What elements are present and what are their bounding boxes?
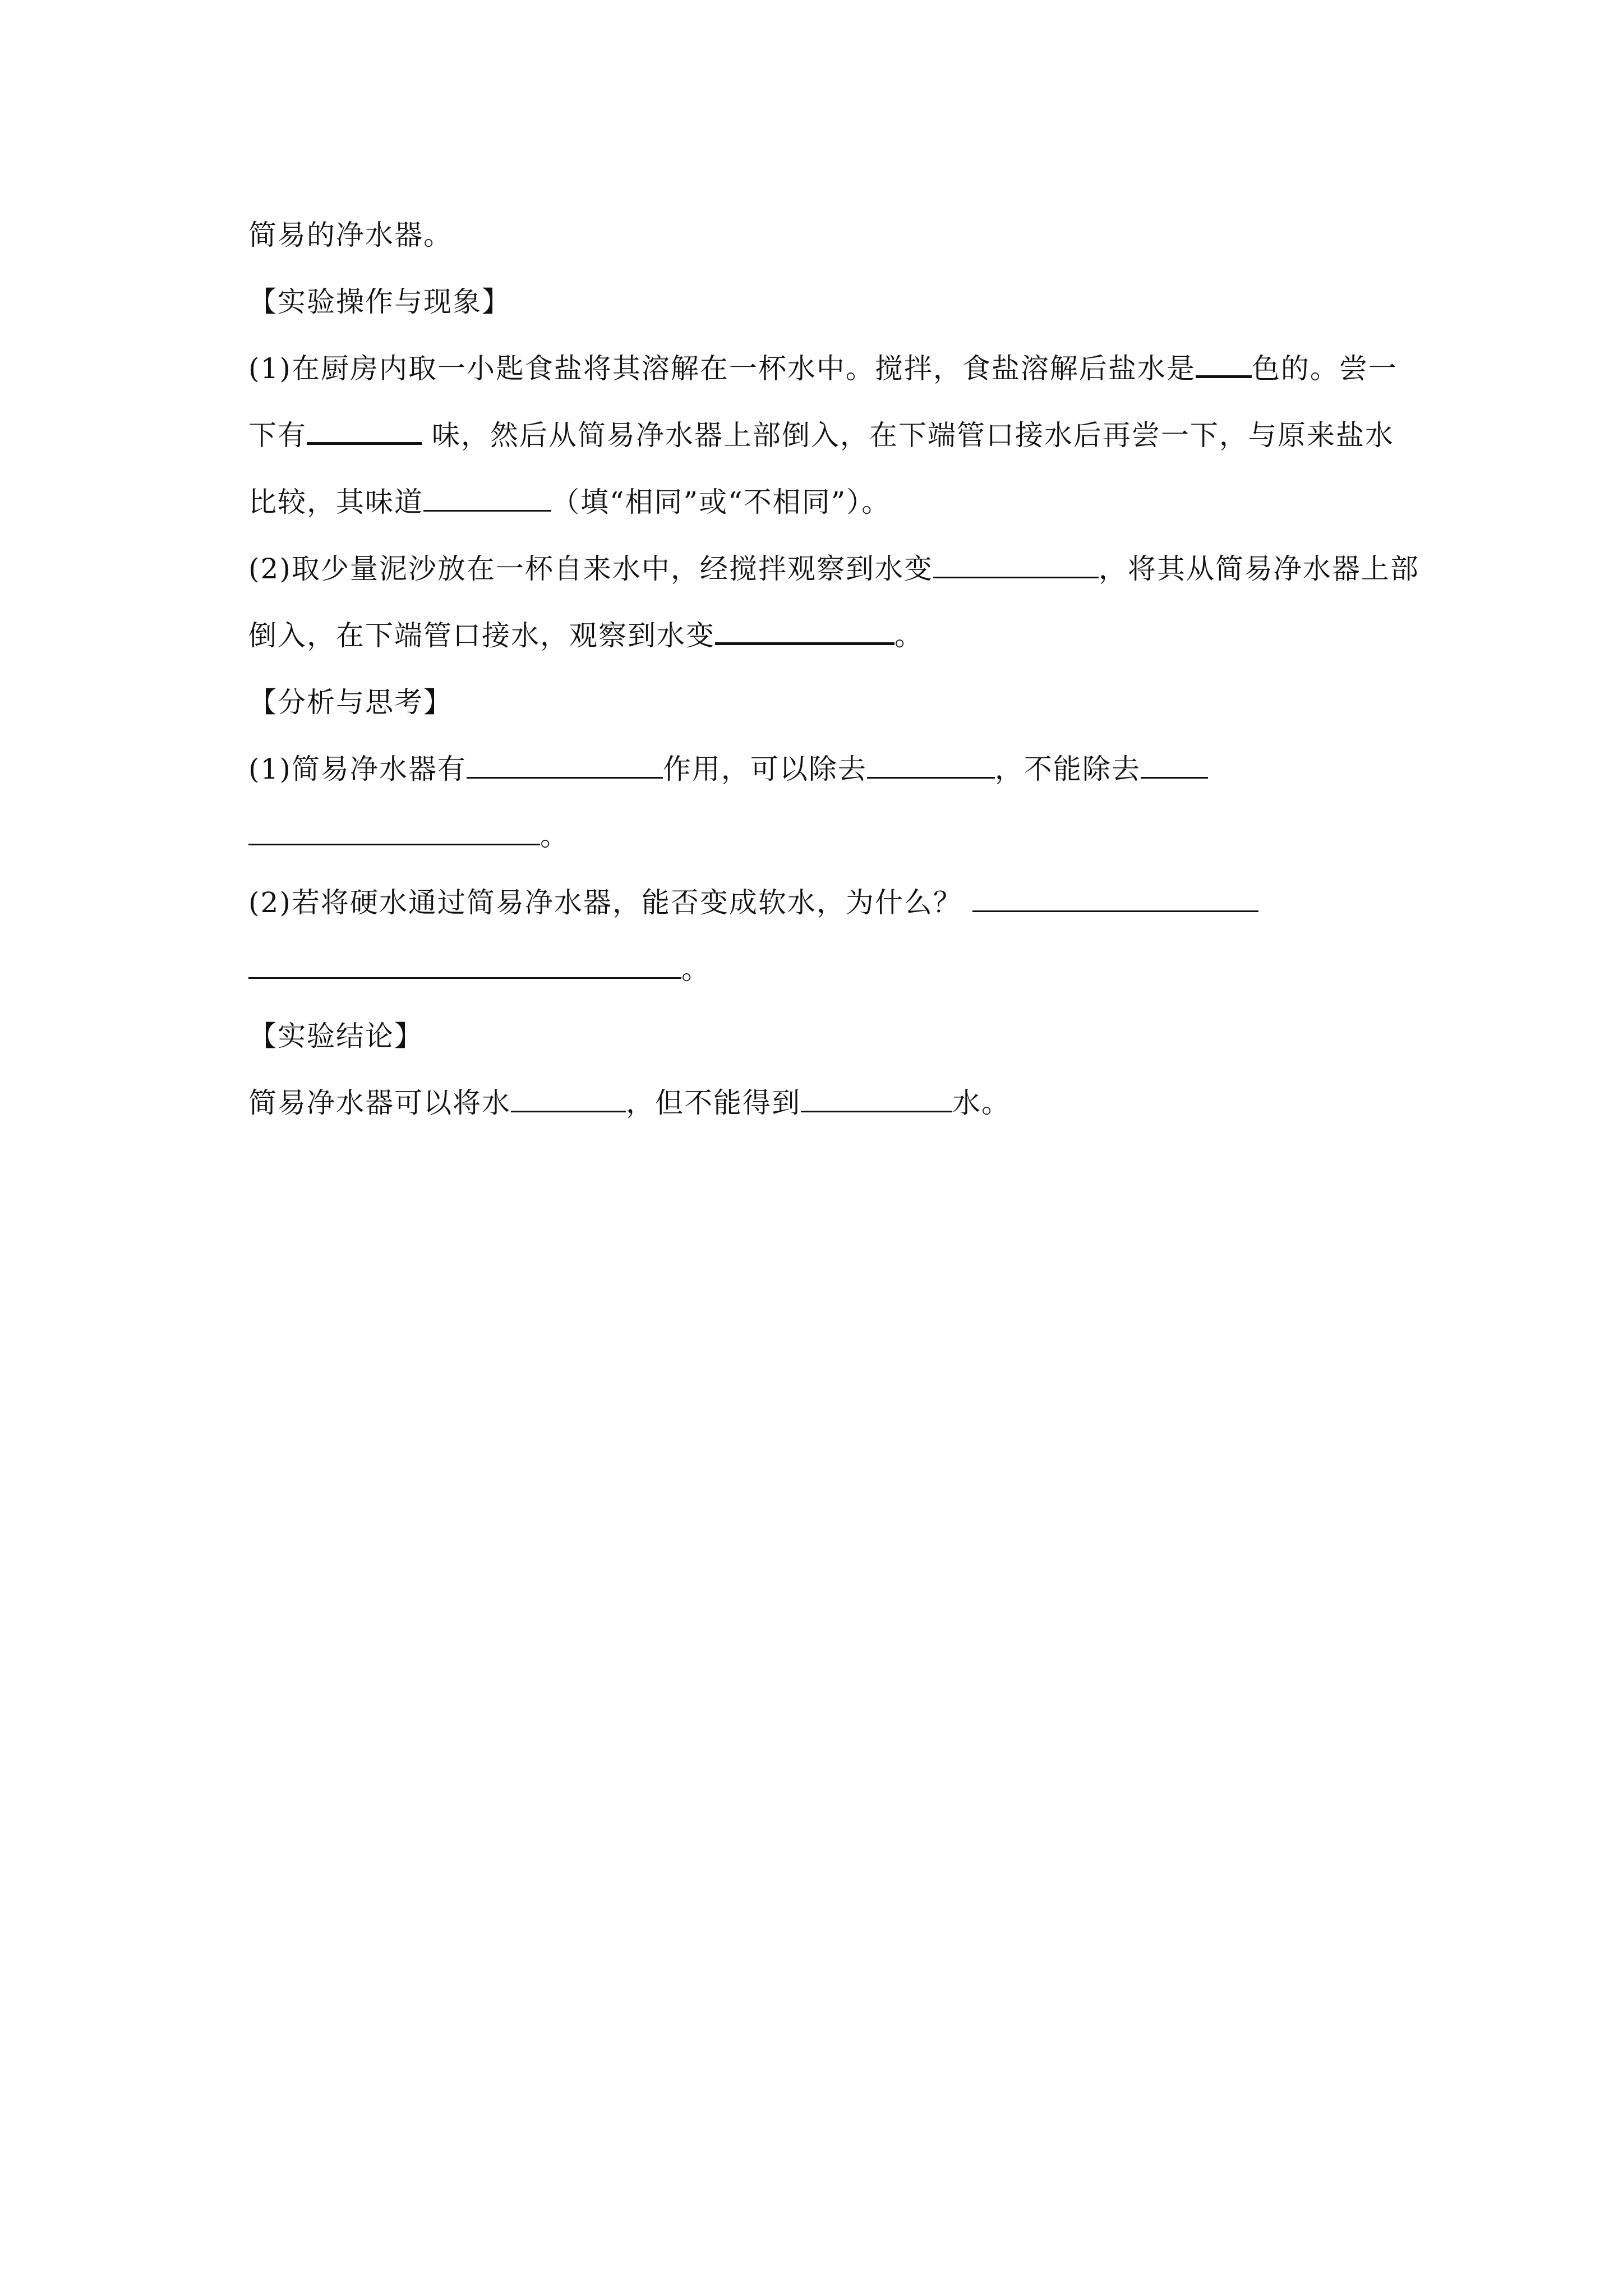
worksheet-page — [248, 202, 1419, 1137]
con-text-c: 水。 — [952, 1087, 1011, 1119]
an1-text-d: 。 — [540, 820, 569, 852]
analysis-2-line-1 — [248, 869, 1415, 936]
analysis-1-line-2 — [248, 803, 1415, 869]
answer-blank-taste[interactable] — [307, 408, 422, 445]
an2-text-a: (2)若将硬水通过简易净水器，能否变成软水，为什么？ — [248, 886, 962, 919]
an1-text-a: (1)简易净水器有 — [248, 753, 467, 785]
op1-text-e: 比较，其味道 — [248, 486, 423, 518]
answer-blank-water-type[interactable] — [801, 1077, 952, 1112]
op2-text-d: 。 — [895, 619, 924, 652]
answer-blank-same-or-not[interactable] — [423, 476, 551, 512]
an1-text-c: ，不能除去 — [994, 753, 1141, 785]
op1-text-f: （填“相同”或“不相同”）。 — [551, 486, 891, 518]
an2-text-b: 。 — [681, 953, 711, 986]
section-analysis-title: 【分析与思考】 — [248, 686, 453, 719]
intro-text: 简易的净水器。 — [248, 219, 453, 251]
section-heading-analysis — [248, 669, 1415, 736]
section-conclusion-title: 【实验结论】 — [248, 1020, 423, 1052]
op1-text-a: (1)在厨房内取一小匙食盐将其溶解在一杯水中。搅拌，食盐溶解后盐水是 — [248, 352, 1196, 385]
answer-blank-purify[interactable] — [511, 1077, 626, 1112]
answer-blank-can-remove[interactable] — [867, 743, 995, 779]
operation-2-line-1 — [248, 536, 1419, 602]
answer-blank-color[interactable] — [1196, 342, 1252, 378]
analysis-1-line-1 — [248, 736, 1415, 803]
conclusion-line — [248, 1070, 1415, 1137]
answer-blank-hard-water-reason-start[interactable] — [972, 877, 1258, 912]
operation-1-line-1 — [248, 335, 1415, 402]
op2-text-b: ，将其从简易净水器上部 — [1098, 553, 1419, 585]
con-text-a: 简易净水器可以将水 — [248, 1087, 511, 1119]
answer-blank-cannot-remove-start[interactable] — [1141, 743, 1208, 779]
answer-blank-function[interactable] — [467, 743, 663, 779]
con-text-b: ，但不能得到 — [626, 1087, 801, 1119]
op2-text-c: 倒入，在下端管口接水，观察到水变 — [248, 619, 715, 652]
analysis-2-line-2 — [248, 936, 1415, 1003]
section-heading-operation — [248, 269, 1415, 335]
op2-text-a: (2)取少量泥沙放在一杯自来水中，经搅拌观察到水变 — [248, 553, 933, 585]
operation-2-line-2 — [248, 602, 1415, 669]
section-heading-conclusion — [248, 1003, 1415, 1070]
op1-text-d: 味，然后从简易净水器上部倒入，在下端管口接水后再尝一下，与原来盐水 — [431, 419, 1394, 452]
answer-blank-water-after[interactable] — [715, 609, 895, 645]
answer-blank-cannot-remove[interactable] — [248, 810, 540, 845]
answer-blank-water-before[interactable] — [933, 543, 1099, 578]
operation-1-line-3 — [248, 469, 1415, 536]
operation-1-line-2 — [248, 402, 1415, 469]
section-operation-title: 【实验操作与现象】 — [248, 286, 511, 318]
op1-text-c: 下有 — [248, 419, 307, 452]
answer-blank-hard-water-reason[interactable] — [248, 944, 681, 979]
intro-line — [248, 202, 1415, 269]
op1-text-b: 色的。尝一 — [1251, 352, 1398, 385]
an1-text-b: 作用，可以除去 — [662, 753, 867, 785]
